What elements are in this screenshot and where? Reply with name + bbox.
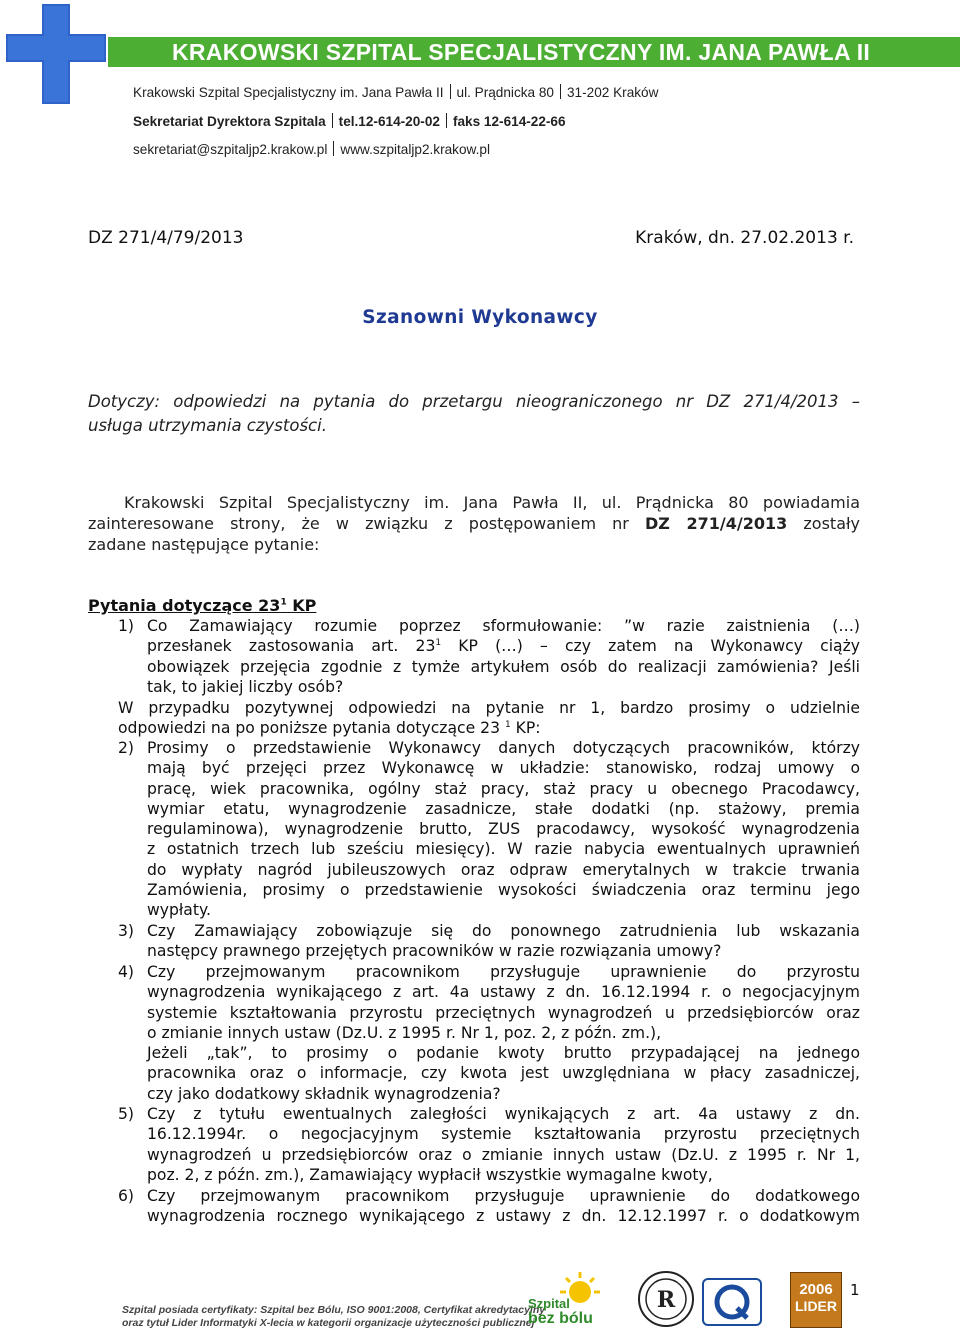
question-number: 2)	[118, 739, 135, 757]
question-line: wymiar etatu, wynagrodzenie zasadnicze, stałe dodatki (np. stażowy, premia	[147, 799, 860, 818]
question-line: czy jako dodatkowy składnik wynagrodzenia?	[147, 1084, 501, 1103]
street: ul. Prądnicka 80	[456, 85, 554, 100]
secretariat-label: Sekretariat Dyrektora Szpitala	[133, 114, 326, 129]
question-line: pracownika oraz o informacje, czy kwota jest uwzględniana w płacy zasadniczej,	[147, 1064, 860, 1083]
greeting-heading: Szanowni Wykonawcy	[362, 307, 598, 328]
iso-certificate-seal	[636, 1270, 696, 1328]
lider-informatyki-badge: 2006 LIDER	[790, 1272, 842, 1328]
question-number: 5)	[118, 1105, 135, 1123]
contact-line	[133, 141, 490, 157]
intro-line: Krakowski Szpital Specjalistyczny im. Jana Pawła II, ul. Prądnicka 80 powiadamia	[124, 493, 860, 512]
question-line: poz. 2, z późn. zm.), Zamawiający wypłacił wszystkie wymagalne kwoty,	[147, 1165, 713, 1184]
intro-paragraph	[88, 492, 860, 555]
question-line: wypłaty.	[147, 901, 211, 920]
page-number: 1	[850, 1281, 860, 1299]
certificates-line: Szpital posiada certyfikaty: Szpital bez Bólu, ISO 9001:2008, Certyfikat akredytacyjny	[122, 1304, 546, 1316]
szpital-bez-bolu-badge: Szpital bez bólu	[528, 1270, 608, 1328]
question-line: pracę, wiek pracownika, ogólny staż pracy, staż pracy u obecnego Pracodawcy,	[147, 779, 860, 798]
intro-line: zainteresowane strony, że w związku z postępowaniem nr DZ 271/4/2013 zostały	[88, 514, 861, 533]
certificates-note	[122, 1304, 545, 1330]
intro-line: zadane następujące pytanie:	[88, 535, 320, 554]
question-line: regulaminowa), wynagrodzenie brutto, ZUS pracodawcy, wysokość wynagrodzenia	[147, 820, 860, 839]
secretariat-line	[133, 113, 566, 129]
subject-line: Dotyczy: odpowiedzi na pytania do przetargu nieograniczonego nr DZ 271/4/2013 –	[88, 392, 860, 411]
question-line: Jeżeli „tak”, to prosimy o podanie kwoty brutto przypadającej na jednego	[147, 1044, 860, 1063]
question-line: Czy przejmowanym pracownikom przysługuje uprawnienie do przyrostu	[147, 963, 860, 981]
question-line: wynagrodzenia wynikającego z art. 4a ustawy z dn. 16.12.1994 r. o negocjacyjnym	[147, 983, 860, 1002]
question-line: Czy Zamawiający zobowiązuje się do ponownego zatrudnienia lub wskazania	[147, 922, 860, 940]
questions-heading: Pytania dotyczące $23^1$ KP	[88, 596, 317, 615]
hospital-name: Krakowski Szpital Specjalistyczny im. Jana Pawła II	[133, 85, 444, 100]
question-number: 3)	[118, 922, 135, 940]
q-accreditation-icon	[704, 1280, 760, 1324]
question-line: Co Zamawiający rozumie poprzez sformułowanie: ”w razie zaistnienia (…)	[147, 617, 860, 635]
subject	[88, 390, 860, 438]
question-number: 4)	[118, 963, 135, 981]
question-line: tak, to jakiej liczby osób?	[147, 677, 344, 696]
question-line: przesłanek zastosowania art. $23^1$ KP (…) – czy zatem na Wykonawcy ciąży	[147, 637, 860, 656]
question-line: Zamówienia, prosimy o przedstawienie wysokości świadczenia oraz terminu jego	[147, 881, 860, 900]
follow-up-paragraph	[118, 698, 860, 739]
hospital-cross-logo	[6, 4, 106, 104]
website-link[interactable]: www.szpitaljp2.krakow.pl	[340, 142, 490, 157]
address-line	[133, 84, 658, 100]
certificates-line: oraz tytuł Lider Informatyki X-lecia w kategorii organizacje użyteczności publicznej	[122, 1317, 535, 1329]
question-line: Czy przejmowanym pracownikom przysługuje uprawnienie do dodatkowego	[147, 1187, 860, 1205]
paragraph-line: W przypadku pozytywnej odpowiedzi na pytanie nr 1, bardzo prosimy o udzielnie	[118, 699, 860, 717]
document-date: Kraków, dn. 27.02.2013 r.	[635, 228, 854, 248]
question-line: do wypłaty nagród jubileuszowych oraz odpraw emerytalnych w trakcie trwania	[147, 860, 860, 879]
question-number: 1)	[118, 617, 135, 635]
question-line: obowiązek przejęcia zgodnie z tymże artykułem osób do realizacji zamówienia? Jeśli	[147, 657, 860, 676]
tender-number: DZ 271/4/2013	[645, 514, 788, 533]
fax: faks 12-614-22-66	[452, 114, 566, 129]
question-line: wynagrodzeń u przedsiębiorców oraz o zmianie innych ustaw (Dz.U. z 1995 r. Nr 1,	[147, 1145, 860, 1164]
header-banner: KRAKOWSKI SZPITAL SPECJALISTYCZNY IM. JANA PAWŁA II	[108, 37, 960, 67]
question-line: 16.12.1994r. o negocjacyjnym systemie kształtowania przyrostu przeciętnych	[147, 1125, 860, 1144]
question-line: z ostatnich trzech lub sześciu miesięcy). W razie nabycia ewentualnych uprawnień	[147, 840, 860, 859]
document-number: DZ 271/4/79/2013	[88, 228, 244, 248]
question-number: 6)	[118, 1187, 135, 1205]
question-line: wynagrodzenia rocznego wynikającego z ustawy z dn. 12.12.1997 r. o dodatkowym	[147, 1207, 860, 1226]
question-line: mają być przejęci przez Wykonawcę w układzie: stanowisko, rodzaj umowy o	[147, 759, 860, 778]
question-line: Prosimy o przedstawienie Wykonawcy danych dotyczących pracowników, którzy	[147, 739, 860, 757]
question-line: o zmianie innych ustaw (Dz.U. z 1995 r. Nr 1, poz. 2, z późn. zm.),	[147, 1023, 662, 1042]
phone: tel.12-614-20-02	[338, 114, 440, 129]
svg-text:R: R	[656, 1287, 676, 1313]
question-line: systemie kształtowania przyrostu przeciętnych wynagrodzeń u przedsiębiorców oraz	[147, 1003, 860, 1022]
question-line: Czy z tytułu ewentualnych zaległości wynikających z art. 4a ustawy z dn.	[147, 1105, 860, 1123]
quality-accreditation-badge	[702, 1278, 762, 1326]
email-link[interactable]: sekretariat@szpitaljp2.krakow.pl	[133, 142, 328, 157]
paragraph-line: odpowiedzi na po poniższe pytania dotyczące 23 $^1$ KP:	[118, 719, 541, 738]
subject-line: usługa utrzymania czystości.	[88, 416, 327, 435]
postal-city: 31-202 Kraków	[567, 85, 659, 100]
question-line: następcy prawnego przejętych pracowników w razie rozwiązania umowy?	[147, 942, 722, 961]
